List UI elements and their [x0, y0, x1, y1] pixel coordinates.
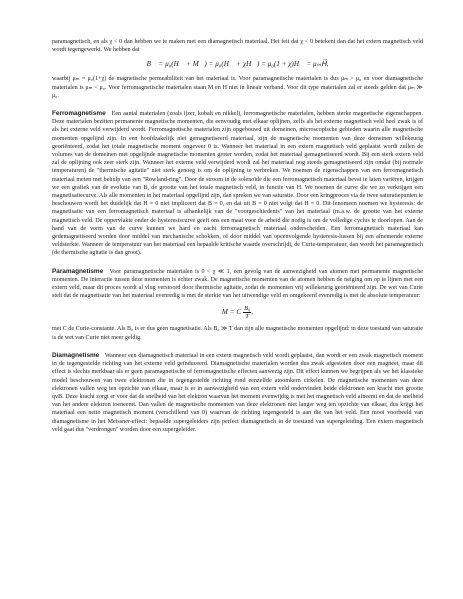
curie-denominator: T: [245, 313, 249, 321]
permeability-equation: B⃗ = μ₀(H⃗ + M⃗) = μ₀(H⃗ + χH⃗) = μ₀(1 + χ)H⃗ = μₘH⃗,: [146, 60, 329, 69]
diamagnetism-heading: Diamagnetisme: [52, 351, 100, 359]
ferromagnetism-section: [52, 110, 423, 258]
curie-eq-end: ,: [251, 308, 254, 317]
ferromagnetism-text: Een aantal materialen (zoals ijzer, kobalt en nikkel), ferromagnetische materialen, hebben sterke magnetische eigenschappen. Deze materialen bezitten permanente magnetische momenten, die eenvoudig met elkaar oplijnen, zelfs als het externe magnetisch veld heel zwak is of als het externe veld verwijderd wordt. Ferromagnetische materialen zijn opgebouwd uit domeinen, microscopische gebieden waarin alle magnetische momenten opgelijnd zijn. In een hoofdzakelijk niet gemagnetiseerd materiaal, zijn de magnetische momenten van deze domeinen willekeurig georiënteerd, zodat het totale magnetische moment ongeveer 0 is. Wanneer het materiaal in een extern magnetisch veld geplaatst wordt zullen de volumes van de domeinen met opgelijnde magnetische momenten groter worden, zodat het materiaal gemagnetiseerd wordt. Bij een sterk extern veld zal de oplijning ook zeer sterk zijn. Wanneer het externe veld verwijderd wordt zal het materiaal nog steeds gemagnetiseerd zijn omdat (bij normale temperaturen) de "thermische agitatie" niet sterk genoeg is om de oplijning te verbreken. We noemen de eigenschappen van een ferromagnetisch materiaal meten met behulp van een "Rowland-ring". Door de stroom in de solenoïde die een ferromagnetisch materiaal bevat te laten variëren, krijgen we een grafiek van de evolutie van B, de grootte van het totale magnetisch veld, in functie van H. We noemen de curve die we zo verkrijgen een magnetisatiecurve. Als alle momenten in het materiaal opgelijnd zijn, dan spreken we van saturatie. Door een kringproces via de twee saturatiepunten te beschouwen wordt het duidelijk dat H = 0 niet impliceert dat B = 0, en dat uit B = 0 niet volgt dat H = 0. Dit fenomeen noemen we hysteresis: de magnetisatie van een ferromagnetisch materiaal is afhankelijk van de "voorgeschiedenis" van het materiaal (m.a.w. de grootte van het externe magnetisch veld. De oppervlakte onder de hysteresiscurve geeft ons een maat voor de arbeid die nodig is om de volledige cyclus te doorlopen. Aan de hand van de vorm van de curve kunnen we hard en zacht ferromagnetisch materiaal onderscheiden. Een ferromagnetisch materiaal kan gedemagnetiseerd worden door middel van mechanische schokken, of door middel van opeenvolgende hysteresis-lussen bij een afnemende externe veldsterkte. Wanneer de temperatuur van het materiaal een bepaalde kritische waarde overschrijdt, de Curie-temperatuur, dan wordt het paramagnetisch (de thermische agitatie is dan groot).: [52, 111, 423, 257]
permeability-paragraph: waarbij μₘ = μ₀(1+χ) de magnetische permeabiliteit van het materiaal is. Voor paramagnetische materialen is dus μₘ > μ₀ en voor diamagnetische materialen is μₘ < μ₀. Voor ferromagnetische materialen staan M en H niet in lineair verband. Voor dit type materialen zal er steeds gelden dat μₘ ≫ μ₀.: [52, 76, 423, 99]
ferromagnetism-heading: Ferromagnetisme: [52, 110, 106, 118]
paramagnetism-text: Voor paramagnetische materialen is 0 < χ ≪ 1, een gevolg van de aanwezigheid van atomen met permanente magnetische momenten. De interactie tussen deze momenten is echter zwak. De magnetische momenten van de atomen hebben de neiging om op te lijnen met een extern veld, maar dit proces wordt al vlug verstoord door thermische agitatie, zodat de momenten vrij willekeurig georiënteerd zijn. De wet van Curie stelt dat de magnetisatie van het materiaal evenredig is met de sterkte van het uitwendige veld en omgekeerd evenredig is met de absolute temperatuur:: [52, 268, 424, 300]
intro-paragraph: paramagnetisch, en als χ < 0 dan hebben we te maken met een diamagnetisch materiaal. Het feit dat χ < 0 betekent dan dat het extern magnetisch veld wordt tegengewerkt. We hebben dat: [52, 39, 423, 54]
diamagnetism-section: [52, 352, 423, 434]
paramagnetism-heading: Paramagnetisme: [52, 267, 104, 275]
curie-numerator: B₀: [244, 305, 251, 313]
paramagnetism-section: [52, 268, 423, 301]
curie-eq-left: M = C: [221, 308, 242, 317]
curie-law-equation: [52, 305, 423, 320]
curie-paragraph: met C de Curie-constante. Als B₀ is er dus geen magnetisatie. Als B₀ ≫ T dan zijn alle magnetische momenten opgelijnd: in deze toestand van saturatie is de wet van Curie niet meer geldig.: [52, 326, 423, 341]
diamagnetism-text: Wanneer een diamagnetisch materiaal in een extern magnetisch veld wordt geplaatst, dan wordt er een zwak magnetisch moment in de tegengestelde richting van het externe veld geïnduceerd. Diamagnetische materialen worden dus zwak afgestoten door een magneet, maar dit effect is slechts merkbaar als er geen paramagnetische of ferromagnetische effecten aanwezig zijn. Dit effect kunnen we begrijpen als we het klassieke model beschouwen van twee elektronen die in tegengestelde richting rond eenzelfde atoomkern cirkelen. De magnetische momenten van deze elektronen vallen weg ten opzichte van elkaar, maar is er in aanwezigheid van een extern veld ondervinden beide elektronen een kracht met grootte qvB. Deze kracht zorgt er voor dat de snelheid van het elektron waarvan het moment evenwijdig is met het magnetisch veld afneemt en dat de snelheid van het andere elektron toeneemt. Dan vallen de magnetische momenten van deze elektronen niet langer weg ten opzichte van elkaar, dus krijgt het materiaal een netto magnetisch moment (verschillend van 0) waarvan de richting tegengesteld is aan die van het veld. Een mooi voorbeeld van diamagnetisme in het Meissner-effect: bepaalde supergeleiders zijn perfect diamagnetisch in de toestand van supergeleiding. Een extern magnetisch veld gaat dus "verdrongen" worden door een supergeleider.: [52, 352, 423, 433]
